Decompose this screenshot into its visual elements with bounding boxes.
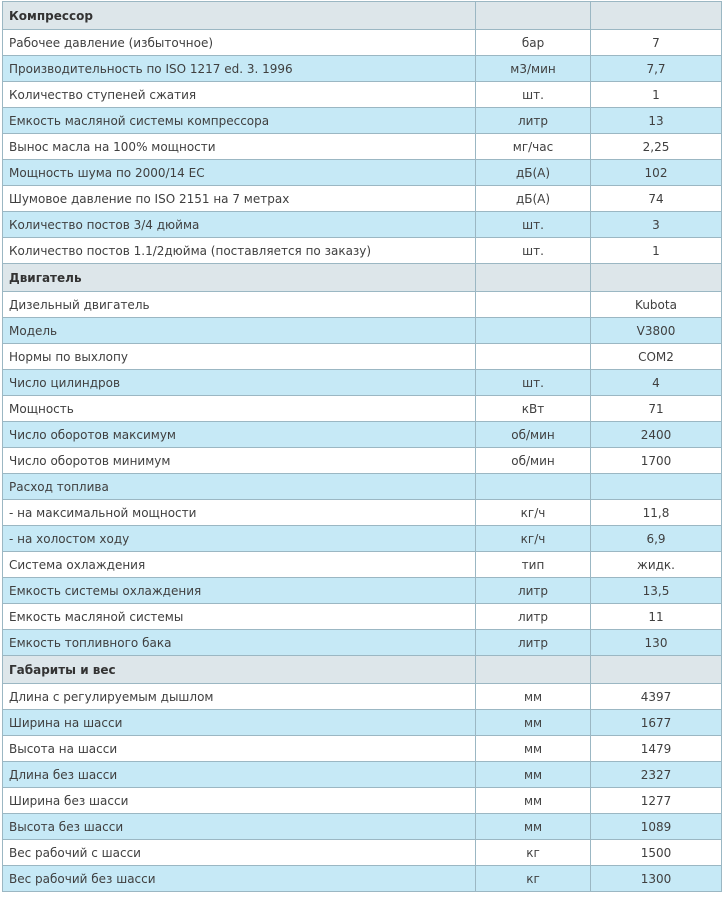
section-title: Компрессор [3, 2, 476, 30]
table-row [3, 186, 722, 212]
row-value: 1300 [591, 866, 722, 892]
row-unit: литр [476, 578, 591, 604]
row-value: 7 [591, 30, 722, 56]
spec-table [2, 1, 722, 892]
row-value: 1500 [591, 840, 722, 866]
row-unit: тип [476, 552, 591, 578]
row-unit: шт. [476, 238, 591, 264]
table-row [3, 422, 722, 448]
row-value: 13 [591, 108, 722, 134]
row-label: Емкость масляной системы [3, 604, 476, 630]
row-unit: шт. [476, 82, 591, 108]
row-unit: м3/мин [476, 56, 591, 82]
row-value: 1 [591, 238, 722, 264]
row-value: 74 [591, 186, 722, 212]
row-unit: кг/ч [476, 526, 591, 552]
row-unit: кВт [476, 396, 591, 422]
row-label: Расход топлива [3, 474, 476, 500]
row-unit: об/мин [476, 448, 591, 474]
row-unit: мм [476, 788, 591, 814]
row-unit: об/мин [476, 422, 591, 448]
row-label: Высота без шасси [3, 814, 476, 840]
row-value: 130 [591, 630, 722, 656]
row-unit: литр [476, 630, 591, 656]
table-row [3, 370, 722, 396]
table-row [3, 160, 722, 186]
spec-table-body [3, 2, 722, 892]
row-label: Число оборотов максимум [3, 422, 476, 448]
section-unit-cell [476, 264, 591, 292]
row-value: 4397 [591, 684, 722, 710]
table-row [3, 108, 722, 134]
row-unit: мм [476, 684, 591, 710]
row-value: 1479 [591, 736, 722, 762]
table-row [3, 474, 722, 500]
table-row [3, 212, 722, 238]
row-unit [476, 292, 591, 318]
table-row [3, 814, 722, 840]
row-label: Рабочее давление (избыточное) [3, 30, 476, 56]
row-value: 11 [591, 604, 722, 630]
row-unit: литр [476, 108, 591, 134]
row-label: Число цилиндров [3, 370, 476, 396]
section-title: Габариты и вес [3, 656, 476, 684]
row-value: 11,8 [591, 500, 722, 526]
row-unit: шт. [476, 212, 591, 238]
row-label: Нормы по выхлопу [3, 344, 476, 370]
section-unit-cell [476, 2, 591, 30]
row-value: 1277 [591, 788, 722, 814]
table-row [3, 30, 722, 56]
section-header [3, 2, 722, 30]
table-row [3, 788, 722, 814]
row-unit: мм [476, 762, 591, 788]
row-value: 1089 [591, 814, 722, 840]
table-row [3, 710, 722, 736]
table-row [3, 736, 722, 762]
row-label: Емкость топливного бака [3, 630, 476, 656]
row-unit [476, 318, 591, 344]
table-row [3, 630, 722, 656]
table-row [3, 578, 722, 604]
table-row [3, 866, 722, 892]
row-unit: дБ(А) [476, 160, 591, 186]
row-value: 2327 [591, 762, 722, 788]
row-unit: шт. [476, 370, 591, 396]
row-value: V3800 [591, 318, 722, 344]
row-unit [476, 474, 591, 500]
row-unit: кг [476, 866, 591, 892]
table-row [3, 396, 722, 422]
row-value: 4 [591, 370, 722, 396]
row-label: Ширина на шасси [3, 710, 476, 736]
row-value: 3 [591, 212, 722, 238]
row-value: 7,7 [591, 56, 722, 82]
table-row [3, 552, 722, 578]
table-row [3, 238, 722, 264]
row-value: 13,5 [591, 578, 722, 604]
row-value: 1700 [591, 448, 722, 474]
row-label: Количество постов 1.1/2дюйма (поставляется по заказу) [3, 238, 476, 264]
section-header [3, 656, 722, 684]
row-unit: мг/час [476, 134, 591, 160]
table-row [3, 526, 722, 552]
row-value: 2,25 [591, 134, 722, 160]
row-value: 2400 [591, 422, 722, 448]
row-unit: кг [476, 840, 591, 866]
row-label: Дизельный двигатель [3, 292, 476, 318]
table-row [3, 134, 722, 160]
table-row [3, 82, 722, 108]
row-value: 6,9 [591, 526, 722, 552]
row-value: Kubota [591, 292, 722, 318]
row-label: Вынос масла на 100% мощности [3, 134, 476, 160]
row-unit [476, 344, 591, 370]
table-row [3, 762, 722, 788]
row-unit: литр [476, 604, 591, 630]
row-label: Длина без шасси [3, 762, 476, 788]
row-unit: мм [476, 814, 591, 840]
row-label: Число оборотов минимум [3, 448, 476, 474]
table-row [3, 318, 722, 344]
row-label: Мощность шума по 2000/14 ЕС [3, 160, 476, 186]
section-value-cell [591, 264, 722, 292]
row-value: COM2 [591, 344, 722, 370]
row-label: Вес рабочий с шасси [3, 840, 476, 866]
row-value: 71 [591, 396, 722, 422]
row-label: Количество ступеней сжатия [3, 82, 476, 108]
row-label: Высота на шасси [3, 736, 476, 762]
row-label: Вес рабочий без шасси [3, 866, 476, 892]
section-value-cell [591, 656, 722, 684]
row-label: Количество постов 3/4 дюйма [3, 212, 476, 238]
row-value: 1677 [591, 710, 722, 736]
table-row [3, 344, 722, 370]
row-unit: мм [476, 710, 591, 736]
row-label: - на максимальной мощности [3, 500, 476, 526]
table-row [3, 448, 722, 474]
row-value: 1 [591, 82, 722, 108]
row-unit: дБ(А) [476, 186, 591, 212]
table-row [3, 684, 722, 710]
row-label: Модель [3, 318, 476, 344]
section-title: Двигатель [3, 264, 476, 292]
row-value: 102 [591, 160, 722, 186]
row-label: Шумовое давление по ISO 2151 на 7 метрах [3, 186, 476, 212]
row-label: Длина с регулируемым дышлом [3, 684, 476, 710]
row-value: жидк. [591, 552, 722, 578]
row-unit: бар [476, 30, 591, 56]
row-label: Ширина без шасси [3, 788, 476, 814]
row-label: Производительность по ISO 1217 ed. 3. 1996 [3, 56, 476, 82]
table-row [3, 604, 722, 630]
row-label: - на холостом ходу [3, 526, 476, 552]
section-value-cell [591, 2, 722, 30]
row-label: Емкость масляной системы компрессора [3, 108, 476, 134]
table-row [3, 500, 722, 526]
section-header [3, 264, 722, 292]
table-row [3, 292, 722, 318]
row-unit: мм [476, 736, 591, 762]
table-row [3, 56, 722, 82]
row-unit: кг/ч [476, 500, 591, 526]
row-label: Емкость системы охлаждения [3, 578, 476, 604]
section-unit-cell [476, 656, 591, 684]
row-value [591, 474, 722, 500]
table-row [3, 840, 722, 866]
row-label: Система охлаждения [3, 552, 476, 578]
row-label: Мощность [3, 396, 476, 422]
